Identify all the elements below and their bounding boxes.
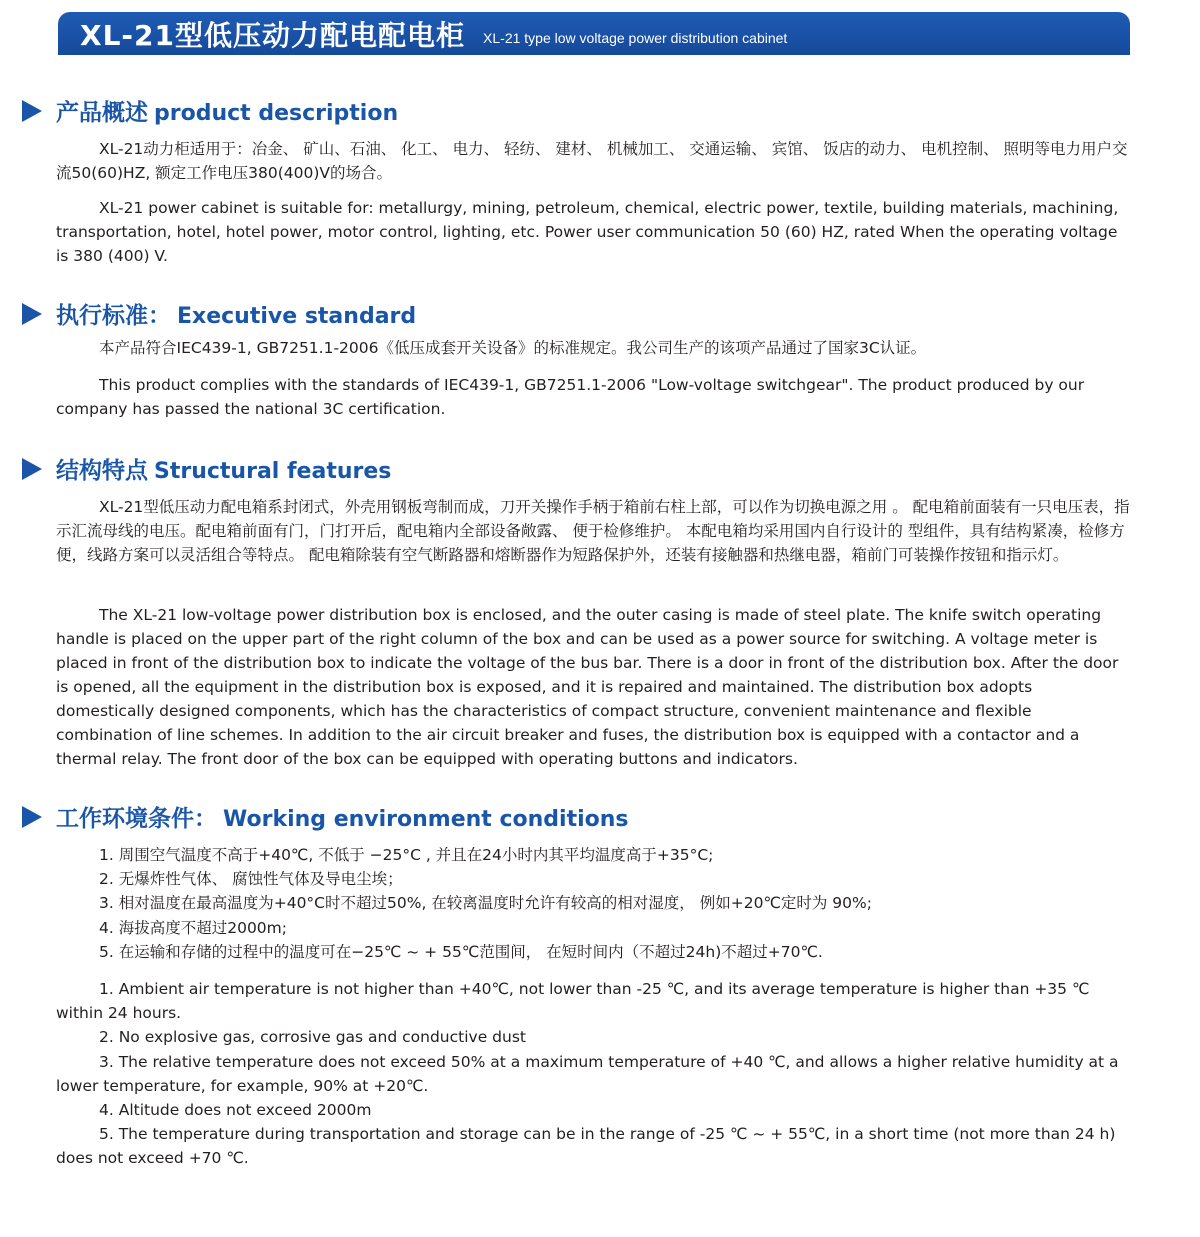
title-bar (58, 12, 1130, 55)
section-heading-executive-standard (22, 297, 416, 330)
working-conditions-en-list (56, 977, 1130, 1171)
section-heading-product-description (22, 94, 398, 127)
list-item: 2. No explosive gas, corrosive gas and conductive dust (99, 1028, 526, 1047)
section-heading-zh: 结构特点 (56, 458, 148, 484)
product-description-en: XL-21 power cabinet is suitable for: metallurgy, mining, petroleum, chemical, electric power, textile, building materials, machining, transportation, hotel, hotel power, motor control, lighting, etc. Power user communication 50 (60) HZ, rated When the operating voltage is 380 (400) V. (56, 199, 1119, 265)
list-item: 1. 周围空气温度不高于+40℃, 不低于 −25°C , 并且在24小时内其平均温度高于+35°C; (99, 846, 714, 864)
section-heading-en: Structural features (154, 459, 392, 484)
list-item: 5. The temperature during transportation and storage can be in the range of -25 ℃ ~ + 55℃, in a short time (not more than 24 h) does not exceed +70 ℃. (56, 1125, 1116, 1168)
list-item: 4. 海拔高度不超过2000m; (99, 918, 287, 937)
list-item: 3. The relative temperature does not exceed 50% at a maximum temperature of +40 ℃, and allows a higher relative humidity at a lower temperature, for example, 90% at +20℃. (56, 1052, 1119, 1095)
executive-standard-en: This product complies with the standards of IEC439-1, GB7251.1-2006 "Low-voltage switchgear". The product produced by our company has passed the national 3C certification. (56, 376, 1085, 418)
triangle-bullet-icon (22, 100, 42, 122)
list-item: 1. Ambient air temperature is not higher than +40℃, not lower than -25 ℃, and its average temperature is higher than +35 ℃ within 24 hours. (56, 980, 1090, 1023)
product-description-zh: XL-21动力柜适用于：冶金、 矿山、石油、 化工、 电力、 轻纺、 建材、 机械加工、 交通运输、 宾馆、 饭店的动力、 电机控制、 照明等电力用户交流50(60)HZ, 额定工作电压380(400)V的场合。 (56, 140, 1128, 182)
section-heading-zh: 执行标准： (56, 303, 171, 329)
list-item: 4. Altitude does not exceed 2000m (99, 1101, 372, 1120)
section-heading-structural-features (22, 452, 391, 485)
section-heading-en: product description (154, 101, 399, 126)
working-conditions-zh-list (56, 843, 1130, 964)
triangle-bullet-icon (22, 806, 42, 828)
list-item: 2. 无爆炸性气体、 腐蚀性气体及导电尘埃； (99, 870, 403, 889)
section-heading-en: Executive standard (177, 304, 417, 329)
section-heading-zh: 工作环境条件： (56, 806, 217, 832)
page-title: XL-21型低压动力配电配电柜 (80, 18, 466, 52)
list-item: 5. 在运输和存储的过程中的温度可在−25℃ ~ + 55℃范围间， 在短时间内（不超过24h)不超过+70℃. (99, 942, 823, 961)
structural-features-en: The XL-21 low-voltage power distribution box is enclosed, and the outer casing is made of steel plate. The knife switch operating handle is placed on the upper part of the right column of the box and can be used as a power source for switching. A voltage meter is placed in front of the distribution box to indicate the voltage of the bus bar. There is a door in front of the distribution box. After the door is opened, all the equipment in the distribution box is exposed, and it is repaired and maintained. The distribution box adopts domestically designed components, which has the characteristics of compact structure, convenient maintenance and flexible combination of line schemes. In addition to the air circuit breaker and fuses, the distribution box is equipped with a contactor and a thermal relay. The front door of the box can be equipped with operating buttons and indicators. (56, 606, 1119, 768)
executive-standard-zh: 本产品符合IEC439-1, GB7251.1-2006《低压成套开关设备》的标准规定。我公司生产的该项产品通过了国家3C认证。 (99, 339, 927, 357)
section-heading-zh: 产品概述 (56, 100, 148, 126)
section-heading-en: Working environment conditions (223, 807, 629, 832)
section-heading-working-environment (22, 800, 629, 833)
list-item: 3. 相对温度在最高温度为+40°C时不超过50%, 在较离温度时允许有较高的相对湿度， 例如+20℃定时为 90%; (99, 894, 872, 913)
triangle-bullet-icon (22, 303, 42, 325)
page-subtitle: XL-21 type low voltage power distribution cabinet (483, 29, 788, 46)
triangle-bullet-icon (22, 458, 42, 480)
structural-features-zh: XL-21型低压动力配电箱系封闭式，外壳用钢板弯制而成，刀开关操作手柄于箱前右柱上部，可以作为切换电源之用 。 配电箱前面装有一只电压表，指示汇流母线的电压。配电箱前面有门，门打开后，配电箱内全部设备敞露、 便于检修维护。 本配电箱均采用国内自行设计的 型组件，具有结构紧凑，检修方便，线路方案可以灵活组合等特点。 配电箱除装有空气断路器和熔断器作为短路保护外，还装有接触器和热继电器，箱前门可装操作按钮和指示灯。 (56, 498, 1130, 564)
